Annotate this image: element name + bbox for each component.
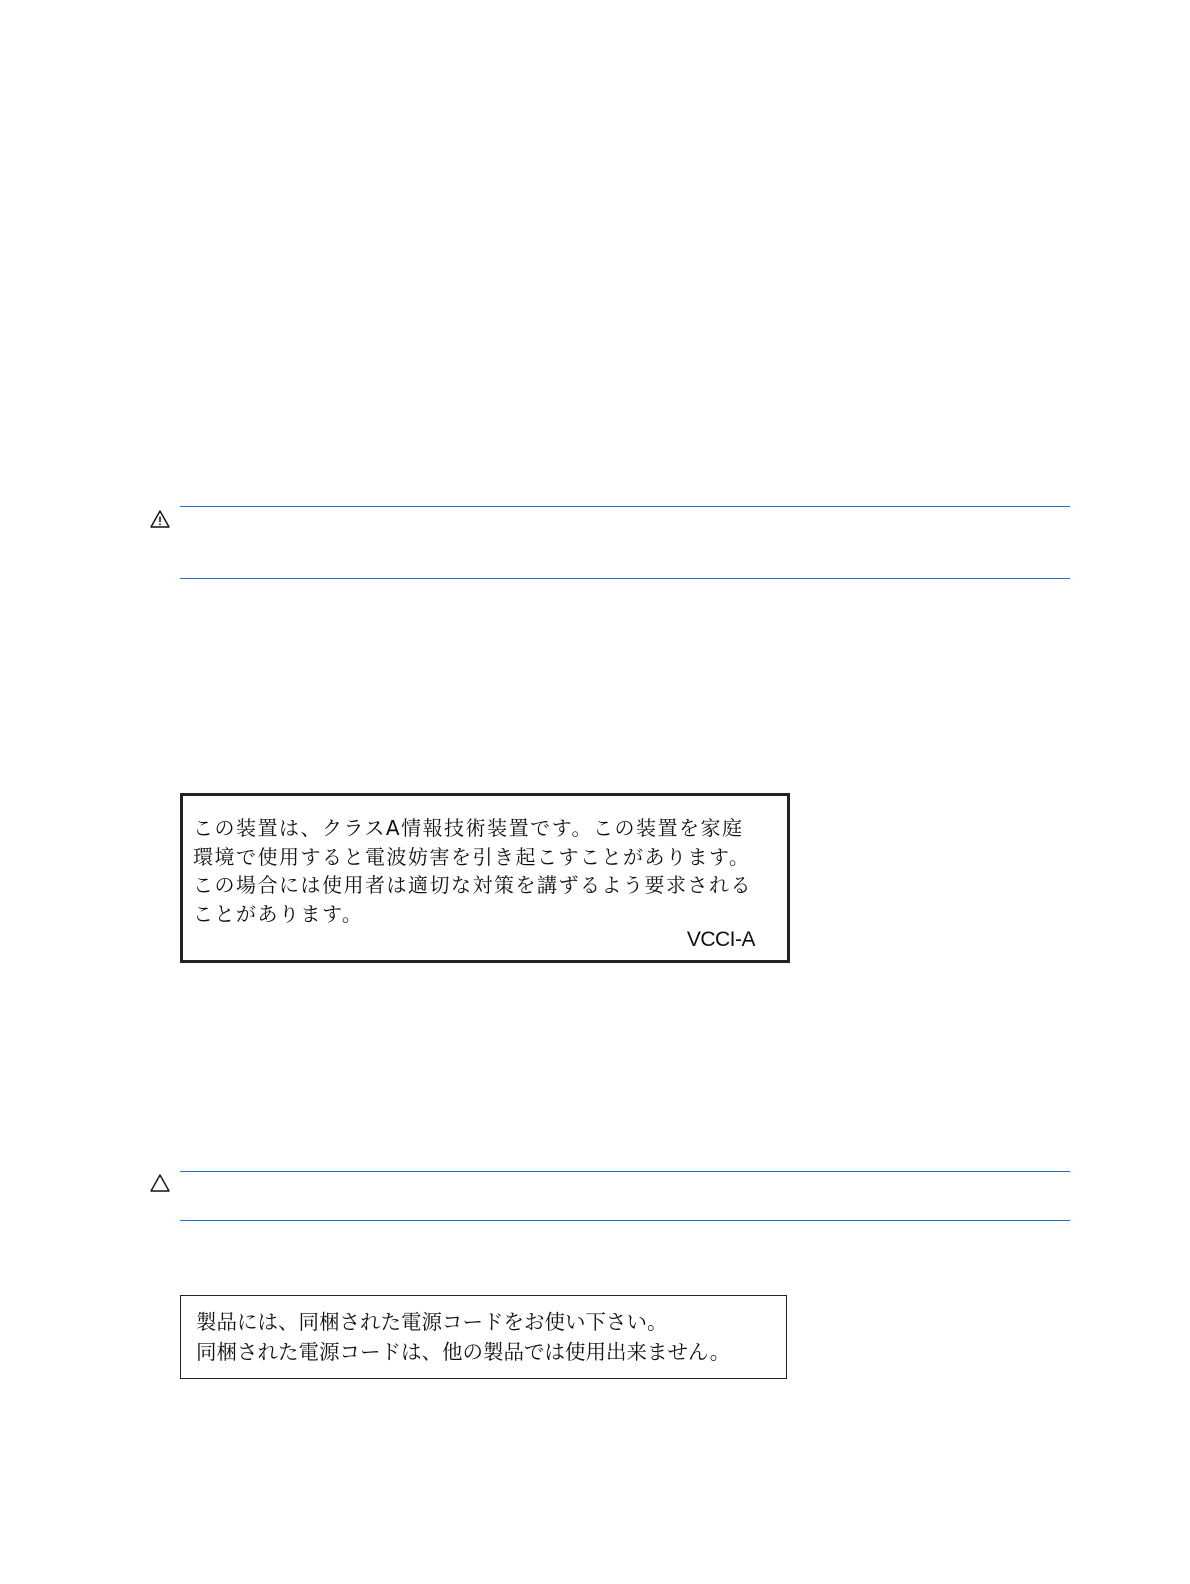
power-cord-notice-box — [180, 1295, 787, 1379]
vcci-class-label: VCCI-A — [686, 928, 755, 951]
vcci-notice-box — [180, 793, 790, 963]
warning-triangle-exclamation-icon — [149, 509, 171, 529]
warning-top-rule — [180, 506, 1070, 507]
caution-bottom-rule — [180, 1220, 1070, 1221]
vcci-notice-line: この装置は、クラスA情報技術装置です。この装置を家庭 — [193, 816, 744, 840]
warning-bottom-rule — [180, 578, 1070, 579]
power-cord-notice-line: 同梱された電源コードは、他の製品では使用出来ません。 — [196, 1339, 731, 1364]
power-cord-notice-line: 製品には、同梱された電源コードをお使い下さい。 — [196, 1310, 668, 1334]
vcci-notice-line: 環境で使用すると電波妨害を引き起こすことがあります。 — [193, 844, 751, 869]
vcci-notice-line: ことがあります。 — [193, 901, 364, 926]
caution-top-rule — [180, 1171, 1070, 1172]
vcci-notice-line: この場合には使用者は適切な対策を講ずるよう要求される — [193, 873, 752, 897]
caution-triangle-icon — [149, 1173, 171, 1193]
